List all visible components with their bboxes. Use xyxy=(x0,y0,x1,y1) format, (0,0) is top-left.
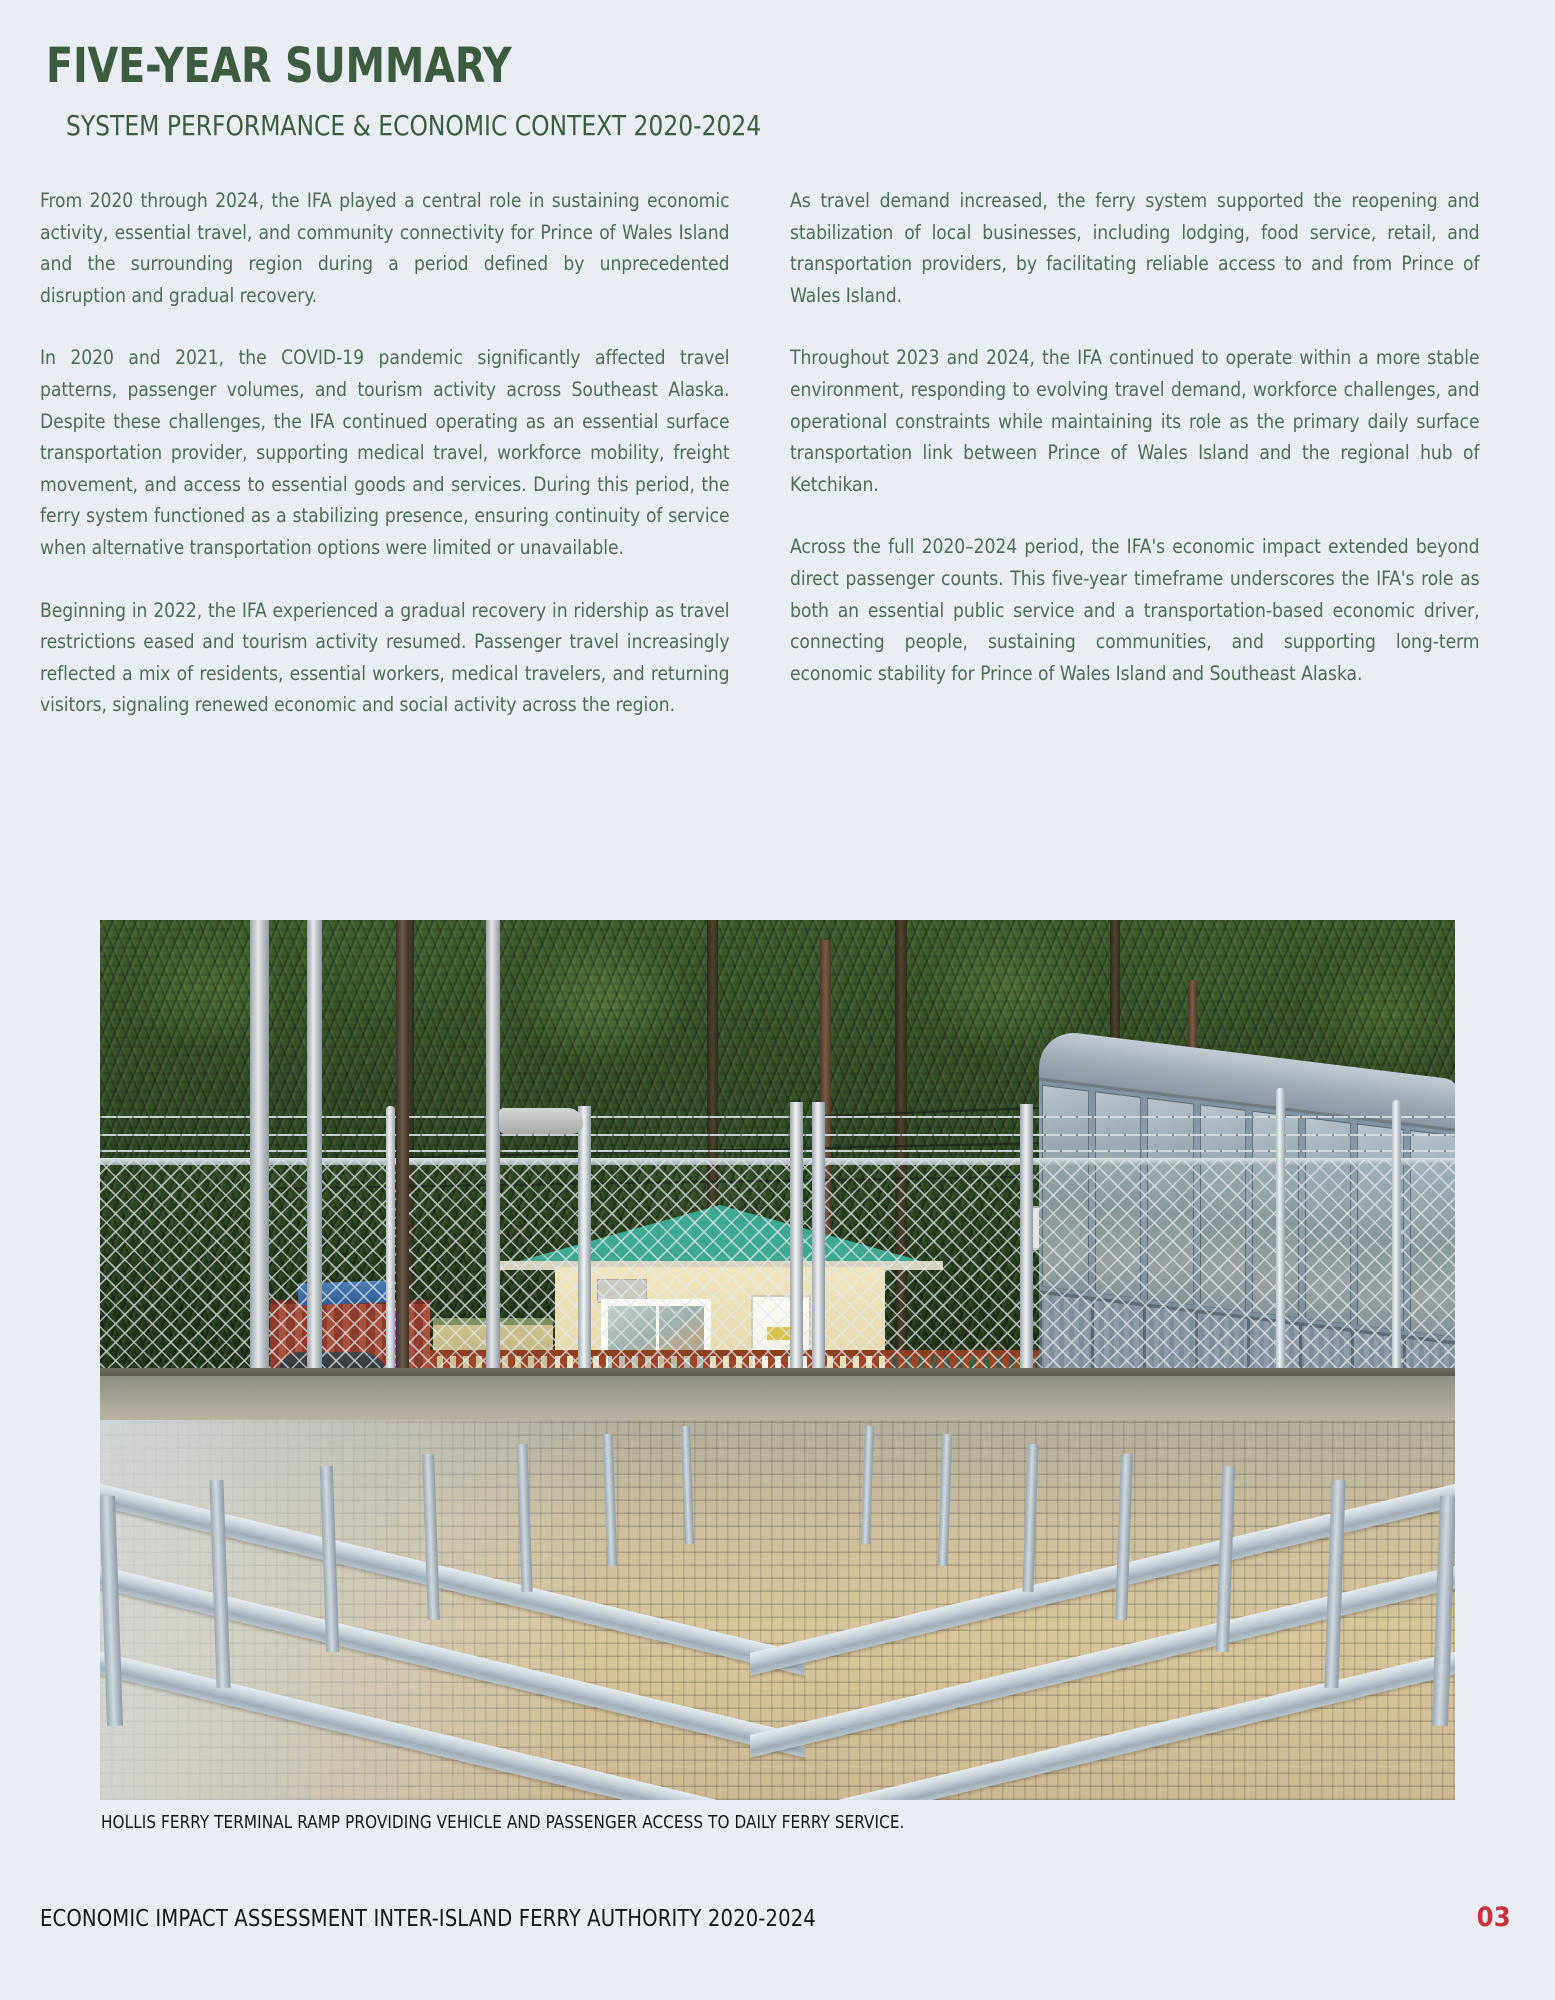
railing-post xyxy=(209,1480,230,1688)
paragraph: Across the full 2020–2024 period, the IFA's economic impact extended beyond direct passenger counts. This five-year timeframe underscores the IFA's role as both an essential public service and a transportation-based economic driver, connecting people, sustaining communities, and supporting long-term economic stability for Prince of Wales Island and Southeast Alaska. xyxy=(790,535,1480,685)
paragraph: In 2020 and 2021, the COVID-19 pandemic significantly affected travel patterns, passenger volumes, and tourism activity across Southeast Alaska. Despite these challenges, the IFA continued operating as an essential surface transportation provider, supporting medical travel, workforce mobility, freight movement, and access to essential goods and services. During this period, the ferry system functioned as a stabilizing presence, ensuring continuity of service when alternative transportation options were limited or unavailable. xyxy=(40,346,730,559)
right-column xyxy=(790,185,1490,721)
railing-post xyxy=(516,1444,532,1592)
railing-post xyxy=(422,1454,440,1620)
footer-title: ECONOMIC IMPACT ASSESSMENT INTER-ISLAND FERRY AUTHORITY 2020-2024 xyxy=(40,1906,816,1932)
railing-post xyxy=(100,1496,123,1726)
railing-post xyxy=(1115,1454,1133,1620)
photo-caption: HOLLIS FERRY TERMINAL RAMP PROVIDING VEHICLE AND PASSENGER ACCESS TO DAILY FERRY SERVICE. xyxy=(101,1812,905,1833)
body-columns xyxy=(40,185,1515,721)
light-fixture xyxy=(499,1108,583,1134)
photo-scene xyxy=(100,920,1455,1800)
paragraph: From 2020 through 2024, the IFA played a central role in sustaining economic activity, essential travel, and community connectivity for Prince of Wales Island and the surrounding region during a period defined by unprecedented disruption and gradual recovery. xyxy=(40,189,730,307)
railing-post xyxy=(1324,1480,1345,1688)
ferry-terminal-photo xyxy=(100,920,1455,1800)
left-column xyxy=(40,185,740,721)
railing-tube xyxy=(100,1468,805,1681)
paragraph: Throughout 2023 and 2024, the IFA continued to operate within a more stable environment, responding to evolving travel demand, workforce challenges, and operational constraints while maintaining its role as the primary daily surface transportation link between Prince of Wales Island and the regional hub of Ketchikan. xyxy=(790,346,1480,496)
barbed-wire xyxy=(100,1134,1455,1136)
paragraph: As travel demand increased, the ferry system supported the reopening and stabilization of local businesses, including lodging, food service, retail, and transportation providers, by facilitating reliable access to and from Prince of Wales Island. xyxy=(790,189,1480,307)
page-title: FIVE-YEAR SUMMARY xyxy=(46,38,512,94)
railing-post xyxy=(1432,1496,1455,1726)
railing-post xyxy=(938,1434,953,1566)
railing-post xyxy=(861,1426,874,1544)
right-railing xyxy=(750,1400,1455,1800)
paragraph: Beginning in 2022, the IFA experienced a gradual recovery in ridership as travel restrictions eased and tourism activity resumed. Passenger travel increasingly reflected a mix of residents, essential workers, medical travelers, and returning visitors, signaling renewed economic and social activity across the region. xyxy=(40,598,730,717)
barbed-wire xyxy=(100,1116,1455,1118)
page-subtitle: SYSTEM PERFORMANCE & ECONOMIC CONTEXT 2020-2024 xyxy=(66,109,762,142)
barbed-wire xyxy=(100,1150,1455,1152)
left-railing xyxy=(100,1400,805,1800)
page-number: 03 xyxy=(1476,1902,1511,1933)
railing-post xyxy=(681,1426,694,1544)
railing-post xyxy=(1023,1444,1039,1592)
railing-post xyxy=(603,1434,618,1566)
